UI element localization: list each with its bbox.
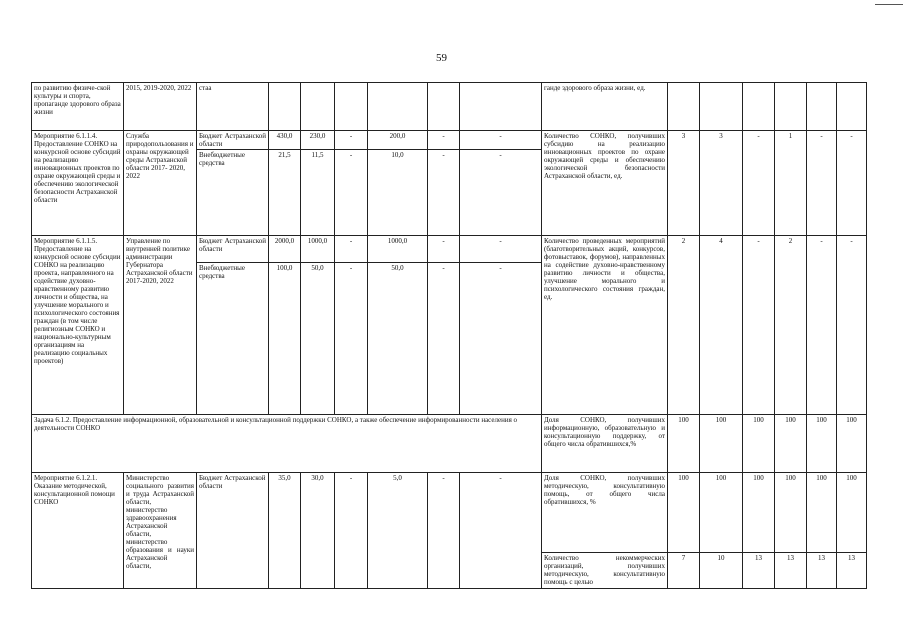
- amount-year: 1000,0: [301, 236, 335, 263]
- amount-year: 1000,0: [368, 236, 428, 263]
- table-row: [32, 131, 867, 150]
- program-table: [31, 82, 867, 589]
- indicator-value: -: [807, 236, 837, 415]
- table-row: [32, 473, 867, 553]
- indicator-value: -: [837, 236, 867, 415]
- amount-year: -: [428, 473, 460, 589]
- amount-year: 50,0: [301, 263, 335, 415]
- indicator-value: 100: [668, 415, 700, 473]
- amount-year: 50,0: [368, 263, 428, 415]
- indicator-value: -: [743, 131, 775, 236]
- funding-source: Внебюджетные средства: [197, 263, 269, 415]
- amount-total: 2000,0: [269, 236, 301, 263]
- top-rule: [875, 4, 903, 5]
- amount-total: 35,0: [269, 473, 301, 589]
- indicator-value: -: [807, 131, 837, 236]
- event-cell: по развитию физиче-ской культуры и спорта, пропаганде здорового образа жизни: [32, 83, 124, 131]
- indicator-value: 100: [807, 473, 837, 553]
- indicator-cell: Количество проведенных мероприятий (благотворительных акций, конкурсов, фотовыставок, форумов), направленных на содействие духовно-нравственному развитию личности и общества, улучшение морального и психологического состояния граждан, ед.: [542, 236, 668, 415]
- indicator-value: -: [743, 236, 775, 415]
- amount-year: -: [428, 263, 460, 415]
- amount-total: 21,5: [269, 150, 301, 236]
- indicator-value: 100: [668, 473, 700, 553]
- indicator-value: 10: [700, 553, 743, 589]
- indicator-value: 3: [700, 131, 743, 236]
- funding-source: Бюджет Астраханской области: [197, 473, 269, 589]
- amount-year: 10,0: [368, 150, 428, 236]
- indicator-cell: Количество СОНКО, получивших субсидию на реализацию инновационных проектов по охране окружающей среды и обеспечению экологической безопасности Астраханской области, ед.: [542, 131, 668, 236]
- indicator-value: 100: [775, 415, 807, 473]
- indicator-value: 2: [775, 236, 807, 415]
- amount-year: -: [428, 236, 460, 263]
- indicator-value: 13: [807, 553, 837, 589]
- indicator-value: 2: [668, 236, 700, 415]
- executor-cell: Управление по внутренней политике администрации Губернатора Астраханской области 2017-2020, 2022: [124, 236, 197, 415]
- indicator-value: 100: [743, 415, 775, 473]
- period-cell: 2015, 2019-2020, 2022: [124, 83, 197, 131]
- funding-source: Бюджет Астраханской области: [197, 131, 269, 150]
- indicator-cell: Доля СОНКО, получивших информационную, образовательную и консультационную поддержку, от общего числа обратившихся,%: [542, 415, 668, 473]
- indicator-value: 100: [837, 415, 867, 473]
- amount-year: -: [460, 263, 542, 415]
- indicator-value: 7: [668, 553, 700, 589]
- amount-year: -: [335, 150, 368, 236]
- amount-year: -: [335, 473, 368, 589]
- table-row: [32, 415, 867, 473]
- indicator-value: 100: [700, 473, 743, 553]
- amount-year: 11,5: [301, 150, 335, 236]
- event-cell: Мероприятие 6.1.1.5. Предоставление на конкурсной основе субсидии СОНКО на реализацию проекта, направленного на содействие духовно-нравственному развитию личности и общества, на улучшение морального и психологического состояния граждан (в том числе религиозным СОНКО и национально-культурным организациям на реализацию социальных проектов): [32, 236, 124, 415]
- indicator-value: 13: [743, 553, 775, 589]
- indicator-value: 100: [700, 415, 743, 473]
- indicator-value: 100: [743, 473, 775, 553]
- amount-total: 100,0: [269, 263, 301, 415]
- indicator-cell: Количество некоммерческих организаций, получивших методическую, консультативную помощь с целью: [542, 553, 668, 589]
- table-row: [32, 83, 867, 131]
- amount-year: -: [460, 131, 542, 150]
- amount-year: 200,0: [368, 131, 428, 150]
- indicator-value: 13: [837, 553, 867, 589]
- indicator-value: 100: [807, 415, 837, 473]
- event-cell: Мероприятие 6.1.2.1. Оказание методической, консультационной помощи СОНКО: [32, 473, 124, 589]
- page-number: 59: [436, 52, 447, 64]
- funding-source: Бюджет Астраханской области: [197, 236, 269, 263]
- indicator-value: 3: [668, 131, 700, 236]
- amount-year: 230,0: [301, 131, 335, 150]
- amount-year: -: [460, 236, 542, 263]
- executor-cell: Министерство социального развития и труда Астраханской области, министерство здравоохранения Астраханской области, министерство образования и науки Астраханской области,: [124, 473, 197, 589]
- amount-year: -: [335, 236, 368, 263]
- indicator-value: 1: [775, 131, 807, 236]
- amount-year: 5,0: [368, 473, 428, 589]
- amount-year: -: [335, 263, 368, 415]
- table-row: [32, 236, 867, 263]
- executor-cell: Служба природопользования и охраны окружающей среды Астраханской области 2017- 2020, 2022: [124, 131, 197, 236]
- amount-year: -: [460, 473, 542, 589]
- event-cell: Мероприятие 6.1.1.4. Предоставление СОНКО на конкурсной основе субсидий на реализацию инновационных проектов по охране окружающей среды и обеспечению экологической безопасности Астраханской области: [32, 131, 124, 236]
- indicator-cell: Доля СОНКО, получивших методическую, консультативную помощь, от общего числа обратившихся, %: [542, 473, 668, 553]
- indicator-value: -: [837, 131, 867, 236]
- amount-total: 430,0: [269, 131, 301, 150]
- indicator-value: 13: [775, 553, 807, 589]
- indicator-value: 4: [700, 236, 743, 415]
- executor-cell: стаа: [197, 83, 269, 131]
- funding-source: Внебюджетные средства: [197, 150, 269, 236]
- amount-year: -: [428, 131, 460, 150]
- amount-year: -: [460, 150, 542, 236]
- amount-year: -: [335, 131, 368, 150]
- task-cell: Задача 6.1.2. Предоставление информационной, образовательной и консультационной поддержки СОНКО, а также обеспечение информированности населения о деятельности СОНКО: [32, 415, 542, 473]
- indicator-cell: ганде здорового образа жизни, ед.: [542, 83, 668, 131]
- indicator-value: 100: [775, 473, 807, 553]
- amount-year: -: [428, 150, 460, 236]
- amount-year: 30,0: [301, 473, 335, 589]
- indicator-value: 100: [837, 473, 867, 553]
